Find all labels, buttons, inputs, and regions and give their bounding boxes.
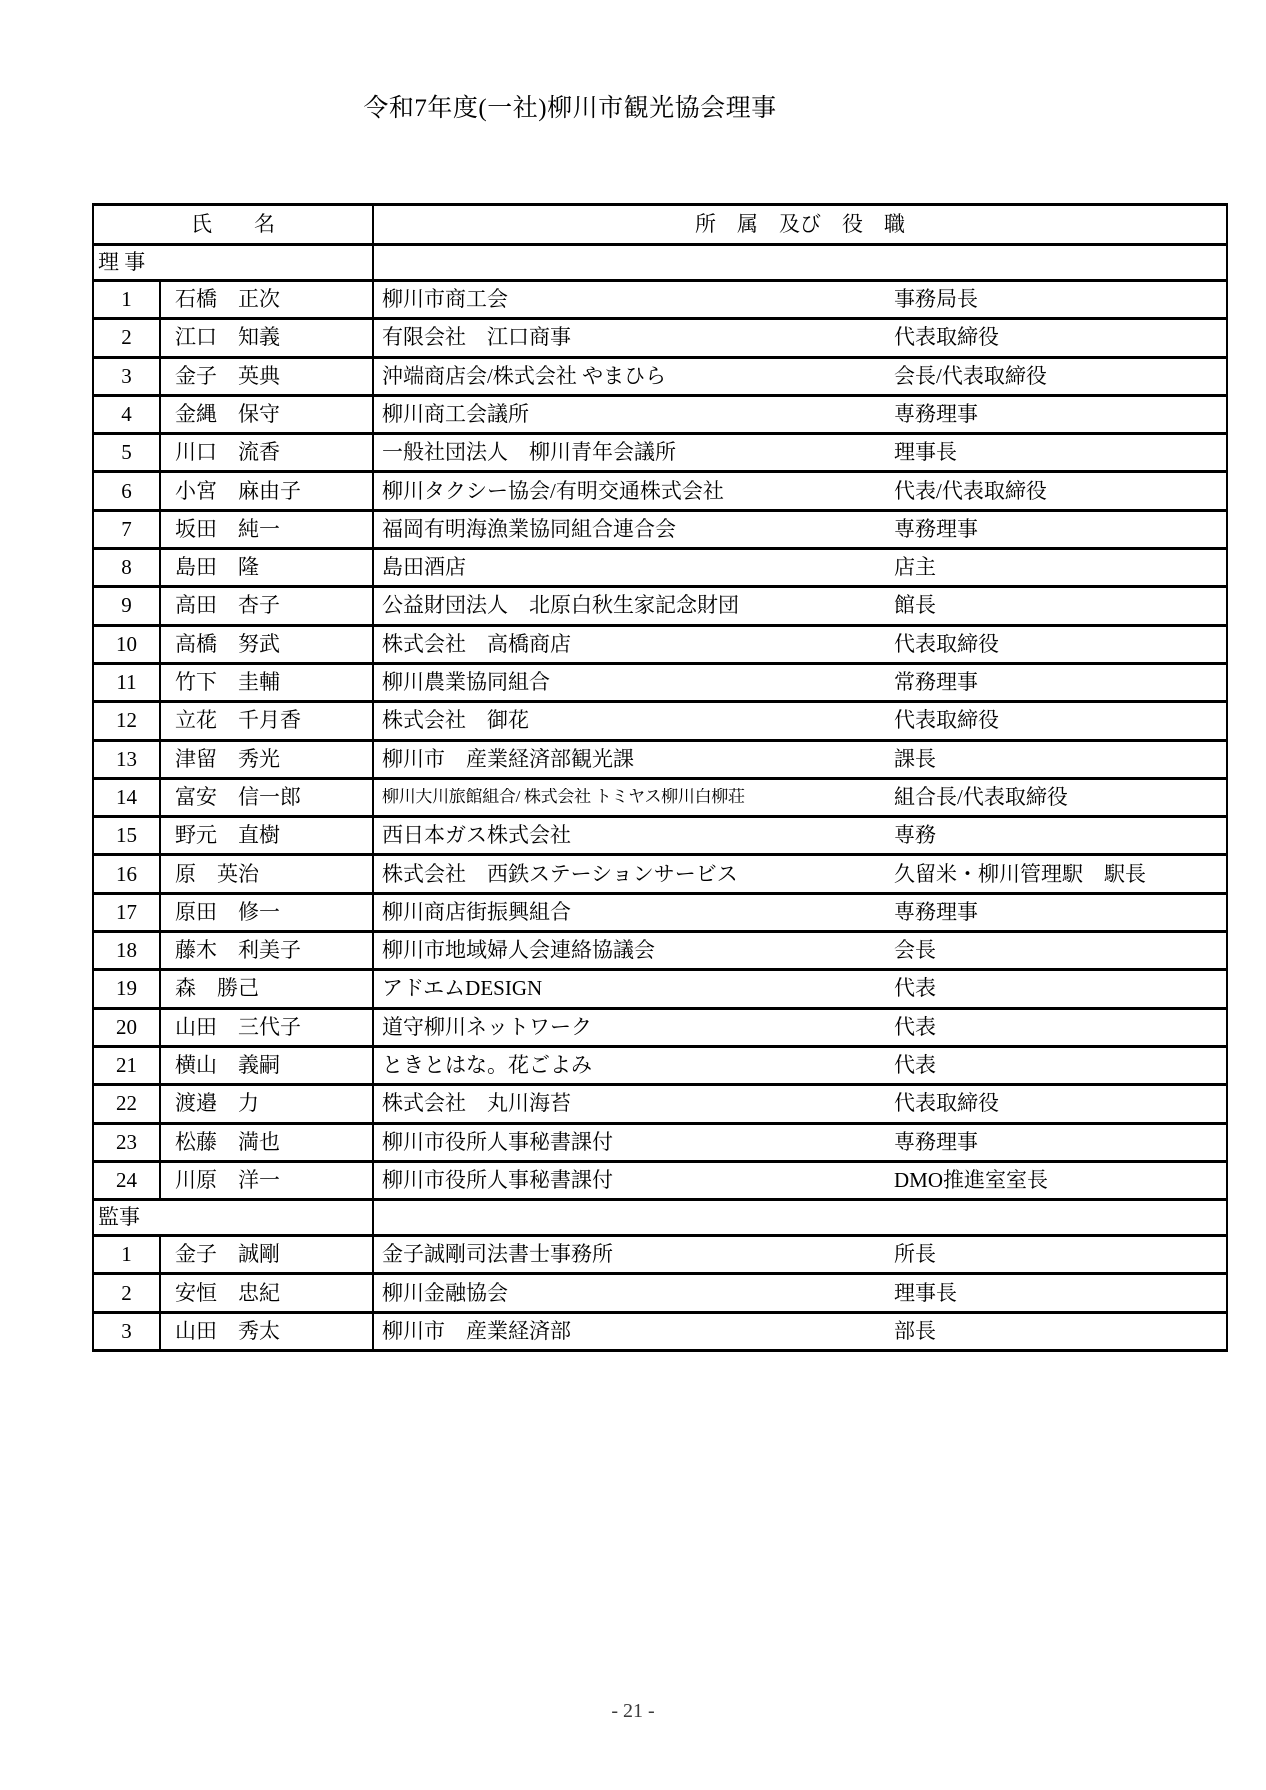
affiliation-text: 柳川市 産業経済部観光課 bbox=[382, 747, 634, 771]
table-row bbox=[93, 1312, 1227, 1350]
table-row bbox=[93, 395, 1227, 433]
member-number: 9 bbox=[93, 587, 160, 625]
table-row bbox=[93, 1046, 1227, 1084]
affiliation-wrap bbox=[374, 480, 1226, 503]
page-number: - 21 - bbox=[611, 1700, 655, 1722]
section-row bbox=[93, 1200, 1227, 1236]
member-number: 11 bbox=[93, 663, 160, 701]
affiliation-cell bbox=[373, 932, 1227, 970]
role-text: 事務局長 bbox=[894, 287, 978, 312]
member-number: 24 bbox=[93, 1161, 160, 1199]
member-number: 20 bbox=[93, 1008, 160, 1046]
member-number: 3 bbox=[93, 1312, 160, 1350]
affiliation-text: 道守柳川ネットワーク bbox=[382, 1015, 592, 1039]
member-name: 島田 隆 bbox=[160, 549, 373, 587]
affiliation-wrap bbox=[374, 556, 1226, 579]
affiliation-text: 株式会社 丸川海苔 bbox=[382, 1092, 571, 1116]
member-table-body bbox=[93, 205, 1227, 1351]
member-name: 竹下 圭輔 bbox=[160, 663, 373, 701]
affiliation-cell bbox=[373, 1085, 1227, 1123]
member-number: 7 bbox=[93, 510, 160, 548]
table-row bbox=[93, 663, 1227, 701]
affiliation-text: 柳川市地域婦人会連絡協議会 bbox=[382, 939, 655, 963]
affiliation-cell bbox=[373, 395, 1227, 433]
affiliation-wrap bbox=[374, 365, 1226, 388]
affiliation-cell bbox=[373, 319, 1227, 357]
table-row bbox=[93, 1274, 1227, 1312]
affiliation-cell bbox=[373, 549, 1227, 587]
affiliation-text: 株式会社 御花 bbox=[382, 709, 529, 733]
role-text: 代表 bbox=[894, 1014, 936, 1039]
table-row bbox=[93, 817, 1227, 855]
table-row bbox=[93, 357, 1227, 395]
member-name: 津留 秀光 bbox=[160, 740, 373, 778]
table-row bbox=[93, 893, 1227, 931]
table-row bbox=[93, 740, 1227, 778]
role-text: DMO推進室室長 bbox=[894, 1167, 1049, 1192]
role-text: 専務理事 bbox=[894, 401, 978, 426]
affiliation-cell bbox=[373, 472, 1227, 510]
affiliation-cell bbox=[373, 740, 1227, 778]
member-name: 横山 義嗣 bbox=[160, 1046, 373, 1084]
member-number: 13 bbox=[93, 740, 160, 778]
table-row bbox=[93, 472, 1227, 510]
role-text: 理事長 bbox=[894, 1280, 957, 1305]
member-name: 安恒 忠紀 bbox=[160, 1274, 373, 1312]
member-name: 渡邉 力 bbox=[160, 1085, 373, 1123]
affiliation-cell bbox=[373, 1312, 1227, 1350]
role-text: 会長 bbox=[894, 938, 936, 963]
affiliation-text: 柳川農業協同組合 bbox=[382, 671, 550, 695]
affiliation-wrap bbox=[374, 824, 1226, 847]
member-number: 22 bbox=[93, 1085, 160, 1123]
member-name: 金縄 保守 bbox=[160, 395, 373, 433]
affiliation-cell bbox=[373, 1274, 1227, 1312]
affiliation-wrap bbox=[374, 1243, 1226, 1266]
role-text: 代表 bbox=[894, 976, 936, 1001]
table-row bbox=[93, 1123, 1227, 1161]
affiliation-wrap bbox=[374, 901, 1226, 924]
affiliation-cell bbox=[373, 281, 1227, 319]
affiliation-text: 柳川タクシー協会/有明交通株式会社 bbox=[382, 479, 724, 503]
section-empty-cell bbox=[373, 1200, 1227, 1236]
affiliation-text: 有限会社 江口商事 bbox=[382, 326, 571, 350]
affiliation-wrap bbox=[374, 709, 1226, 732]
affiliation-text: 福岡有明海漁業協同組合連合会 bbox=[382, 517, 676, 541]
role-text: 代表取締役 bbox=[894, 708, 999, 733]
role-text: 代表 bbox=[894, 1053, 936, 1078]
table-row bbox=[93, 319, 1227, 357]
role-text: 専務理事 bbox=[894, 1129, 978, 1154]
section-empty-cell bbox=[373, 245, 1227, 281]
table-row bbox=[93, 434, 1227, 472]
table-row bbox=[93, 702, 1227, 740]
header-name-column: 氏 名 bbox=[93, 205, 373, 245]
member-name: 藤木 利美子 bbox=[160, 932, 373, 970]
affiliation-wrap bbox=[374, 1092, 1226, 1115]
role-text: 常務理事 bbox=[894, 670, 978, 695]
table-row bbox=[93, 587, 1227, 625]
affiliation-text: 柳川商工会議所 bbox=[382, 402, 529, 426]
member-name: 野元 直樹 bbox=[160, 817, 373, 855]
affiliation-wrap bbox=[374, 1131, 1226, 1154]
member-number: 17 bbox=[93, 893, 160, 931]
member-number: 1 bbox=[93, 1236, 160, 1274]
affiliation-cell bbox=[373, 1008, 1227, 1046]
role-text: 課長 bbox=[894, 746, 936, 771]
member-name: 高田 杏子 bbox=[160, 587, 373, 625]
table-row bbox=[93, 778, 1227, 816]
member-name: 高橋 努武 bbox=[160, 625, 373, 663]
member-number: 21 bbox=[93, 1046, 160, 1084]
table-header-row bbox=[93, 205, 1227, 245]
table-row bbox=[93, 510, 1227, 548]
affiliation-text: 一般社団法人 柳川青年会議所 bbox=[382, 441, 676, 465]
role-text: 店主 bbox=[894, 555, 936, 580]
member-name: 金子 誠剛 bbox=[160, 1236, 373, 1274]
role-text: 会長/代表取締役 bbox=[894, 363, 1047, 388]
member-name: 山田 秀太 bbox=[160, 1312, 373, 1350]
affiliation-wrap bbox=[374, 1169, 1226, 1192]
affiliation-text: 金子誠剛司法書士事務所 bbox=[382, 1243, 613, 1267]
affiliation-wrap bbox=[374, 939, 1226, 962]
role-text: 専務理事 bbox=[894, 516, 978, 541]
table-row bbox=[93, 549, 1227, 587]
affiliation-wrap bbox=[374, 671, 1226, 694]
role-text: 専務理事 bbox=[894, 899, 978, 924]
member-number: 6 bbox=[93, 472, 160, 510]
member-number: 14 bbox=[93, 778, 160, 816]
role-text: 館長 bbox=[894, 593, 936, 618]
affiliation-cell bbox=[373, 970, 1227, 1008]
affiliation-text: ときとはな。花ごよみ bbox=[382, 1054, 592, 1078]
affiliation-cell bbox=[373, 702, 1227, 740]
table-row bbox=[93, 932, 1227, 970]
affiliation-cell bbox=[373, 778, 1227, 816]
member-table bbox=[92, 203, 1228, 1352]
member-number: 2 bbox=[93, 1274, 160, 1312]
member-number: 15 bbox=[93, 817, 160, 855]
table-row bbox=[93, 1236, 1227, 1274]
role-text: 代表取締役 bbox=[894, 1091, 999, 1116]
section-row bbox=[93, 245, 1227, 281]
role-text: 代表取締役 bbox=[894, 325, 999, 350]
affiliation-text: 柳川市役所人事秘書課付 bbox=[382, 1168, 613, 1192]
table-row bbox=[93, 970, 1227, 1008]
member-name: 森 勝己 bbox=[160, 970, 373, 1008]
affiliation-cell bbox=[373, 893, 1227, 931]
member-name: 川口 流香 bbox=[160, 434, 373, 472]
affiliation-text: 株式会社 西鉄ステーションサービス bbox=[382, 862, 738, 886]
member-number: 18 bbox=[93, 932, 160, 970]
affiliation-wrap bbox=[374, 594, 1226, 617]
table-row bbox=[93, 1161, 1227, 1199]
header-affiliation-column: 所 属 及び 役 職 bbox=[373, 205, 1227, 245]
member-number: 5 bbox=[93, 434, 160, 472]
affiliation-cell bbox=[373, 357, 1227, 395]
affiliation-wrap bbox=[374, 518, 1226, 541]
role-text: 代表取締役 bbox=[894, 631, 999, 656]
role-text: 代表/代表取締役 bbox=[894, 478, 1047, 503]
affiliation-cell bbox=[373, 510, 1227, 548]
member-number: 19 bbox=[93, 970, 160, 1008]
affiliation-text: 西日本ガス株式会社 bbox=[382, 824, 571, 848]
affiliation-cell bbox=[373, 817, 1227, 855]
affiliation-text: 柳川商店街振興組合 bbox=[382, 900, 571, 924]
affiliation-cell bbox=[373, 1046, 1227, 1084]
affiliation-wrap bbox=[374, 1016, 1226, 1039]
affiliation-wrap bbox=[374, 633, 1226, 656]
affiliation-wrap bbox=[374, 288, 1226, 311]
affiliation-cell bbox=[373, 1236, 1227, 1274]
affiliation-text: 柳川金融協会 bbox=[382, 1281, 508, 1305]
member-number: 12 bbox=[93, 702, 160, 740]
member-name: 原田 修一 bbox=[160, 893, 373, 931]
member-number: 10 bbox=[93, 625, 160, 663]
affiliation-cell bbox=[373, 1161, 1227, 1199]
affiliation-wrap bbox=[374, 326, 1226, 349]
affiliation-text: 柳川市 産業経済部 bbox=[382, 1319, 571, 1343]
section-label: 監事 bbox=[93, 1200, 373, 1236]
role-text: 久留米・柳川管理駅 駅長 bbox=[894, 861, 1146, 886]
member-name: 石橋 正次 bbox=[160, 281, 373, 319]
section-label: 理 事 bbox=[93, 245, 373, 281]
affiliation-wrap bbox=[374, 441, 1226, 464]
member-name: 坂田 純一 bbox=[160, 510, 373, 548]
affiliation-text: アドエムDESIGN bbox=[382, 977, 543, 1001]
affiliation-wrap bbox=[374, 863, 1226, 886]
affiliation-wrap bbox=[374, 403, 1226, 426]
member-name: 江口 知義 bbox=[160, 319, 373, 357]
affiliation-wrap bbox=[374, 786, 1226, 809]
table-row bbox=[93, 625, 1227, 663]
role-text: 所長 bbox=[894, 1242, 936, 1267]
affiliation-cell bbox=[373, 434, 1227, 472]
member-name: 金子 英典 bbox=[160, 357, 373, 395]
member-number: 4 bbox=[93, 395, 160, 433]
member-name: 松藤 満也 bbox=[160, 1123, 373, 1161]
table-row bbox=[93, 281, 1227, 319]
affiliation-wrap bbox=[374, 1054, 1226, 1077]
member-name: 原 英治 bbox=[160, 855, 373, 893]
member-name: 小宮 麻由子 bbox=[160, 472, 373, 510]
role-text: 専務 bbox=[894, 823, 936, 848]
member-number: 8 bbox=[93, 549, 160, 587]
affiliation-text: 柳川市役所人事秘書課付 bbox=[382, 1130, 613, 1154]
affiliation-text: 島田酒店 bbox=[382, 556, 466, 580]
affiliation-cell bbox=[373, 1123, 1227, 1161]
affiliation-wrap bbox=[374, 748, 1226, 771]
affiliation-cell bbox=[373, 663, 1227, 701]
member-number: 1 bbox=[93, 281, 160, 319]
member-name: 富安 信一郎 bbox=[160, 778, 373, 816]
member-number: 16 bbox=[93, 855, 160, 893]
role-text: 部長 bbox=[894, 1318, 936, 1343]
affiliation-cell bbox=[373, 855, 1227, 893]
member-number: 3 bbox=[93, 357, 160, 395]
affiliation-wrap bbox=[374, 1282, 1226, 1305]
page-title: 令和7年度(一社)柳川市観光協会理事 bbox=[363, 95, 777, 122]
member-name: 川原 洋一 bbox=[160, 1161, 373, 1199]
affiliation-text: 株式会社 高橋商店 bbox=[382, 632, 571, 656]
affiliation-cell bbox=[373, 587, 1227, 625]
affiliation-wrap bbox=[374, 977, 1226, 1000]
table-row bbox=[93, 855, 1227, 893]
affiliation-wrap bbox=[374, 1320, 1226, 1343]
member-name: 立花 千月香 bbox=[160, 702, 373, 740]
table-row bbox=[93, 1008, 1227, 1046]
affiliation-text: 柳川市商工会 bbox=[382, 288, 508, 312]
role-text: 組合長/代表取締役 bbox=[894, 784, 1068, 809]
affiliation-cell bbox=[373, 625, 1227, 663]
member-number: 2 bbox=[93, 319, 160, 357]
role-text: 理事長 bbox=[894, 440, 957, 465]
affiliation-text: 柳川大川旅館組合/ 株式会社 トミヤス柳川白柳荘 bbox=[382, 788, 745, 807]
member-number: 23 bbox=[93, 1123, 160, 1161]
affiliation-text: 沖端商店会/株式会社 やまひら bbox=[382, 364, 667, 388]
table-row bbox=[93, 1085, 1227, 1123]
member-name: 山田 三代子 bbox=[160, 1008, 373, 1046]
affiliation-text: 公益財団法人 北原白秋生家記念財団 bbox=[382, 594, 739, 618]
